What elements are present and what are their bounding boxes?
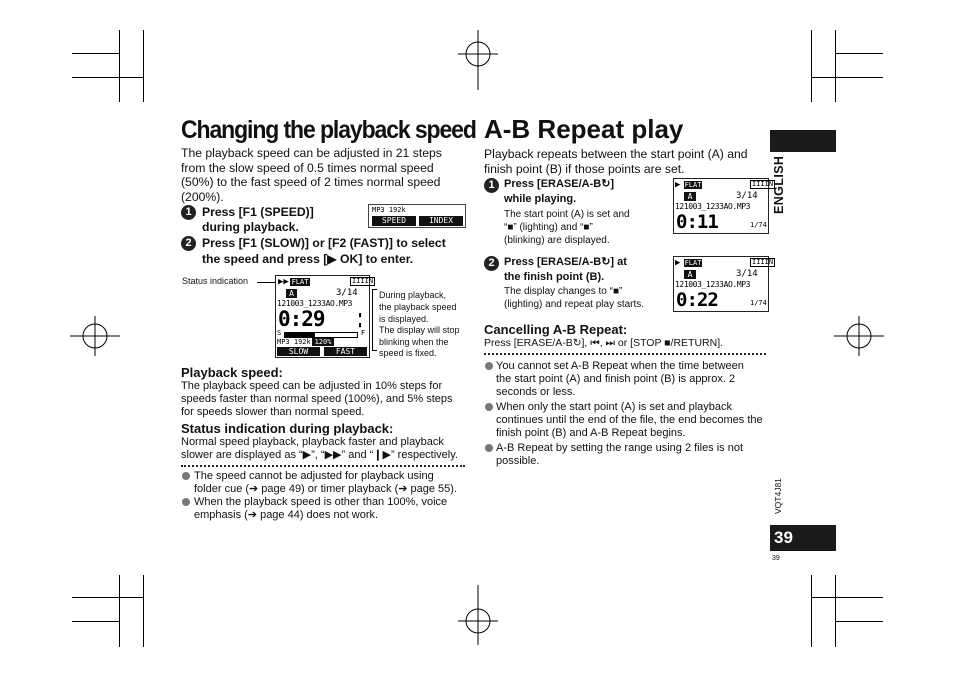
language-tab: [770, 130, 836, 152]
registration-mark-left: [70, 312, 120, 360]
cancel-text: Press [ERASE/A-B↻], ⏮, ⏭ or [STOP ■/RETURN].: [484, 337, 724, 349]
dotted-divider-left: [181, 465, 465, 467]
ab-step1-line2: while playing.: [504, 193, 577, 205]
model-code: VQT4J81: [773, 478, 783, 514]
speed-softkey: SPEED: [372, 216, 416, 226]
leader-line: [257, 282, 276, 283]
status-heading: Status indication during playback:: [181, 421, 394, 436]
step2-line2: the speed and press [▶ OK] to enter.: [202, 252, 414, 266]
battery-icon: IIIIN: [352, 277, 374, 285]
battery-icon: IIIIN: [752, 258, 774, 266]
page-title-ab-repeat: A-B Repeat play: [484, 114, 684, 144]
page-title-playback-speed: Changing the playback speed: [181, 116, 476, 144]
step-number-1: 1: [181, 205, 196, 220]
step2-line1: Press [F1 (SLOW)] or [F2 (FAST)] to select: [202, 236, 446, 250]
elapsed-time: 0:29: [278, 307, 325, 331]
registration-mark-top: [454, 30, 502, 90]
step1-line1: Press [F1 (SPEED)]: [202, 205, 314, 219]
step1-line2: during playback.: [202, 220, 299, 234]
lcd-playback-speed: ▶▶ FLAT IIIIN A 3/14 121003_1233AO.MP3 0:29 ▮ ▮ S F MP3 192k 120% SLOW FAST: [277, 277, 374, 356]
lcd-ab-repeat: ▶ FLAT IIIIN A 3/14 121003_1233AO.MP3 0:22 1/74: [675, 258, 774, 311]
page-number-small: 39: [772, 555, 780, 562]
registration-mark-right: [834, 312, 884, 360]
battery-icon: IIIIN: [752, 180, 774, 188]
index-softkey: INDEX: [419, 216, 463, 226]
lcd-speed-menu: MP3 192k SPEED INDEX: [368, 204, 466, 228]
lcd-ab-start: ▶ FLAT IIIIN A 3/14 121003_1233AO.MP3 0:11 1/74: [675, 180, 774, 233]
speed-value: 120%: [312, 338, 334, 346]
ab-step2-line1: Press [ERASE/A-B↻] at: [504, 256, 627, 268]
slow-softkey: SLOW: [277, 347, 320, 356]
step-number-2: 2: [181, 236, 196, 251]
registration-mark-bottom: [454, 585, 502, 645]
language-label: ENGLISH: [772, 155, 786, 214]
ab-step1-line1: Press [ERASE/A-B↻]: [504, 178, 615, 190]
page-number: 39: [770, 525, 836, 551]
fast-softkey: FAST: [324, 347, 367, 356]
elapsed-time: 0:11: [676, 211, 718, 233]
cancel-heading: Cancelling A-B Repeat:: [484, 322, 628, 337]
playback-speed-heading: Playback speed:: [181, 365, 283, 380]
elapsed-time: 0:22: [676, 289, 718, 311]
ab-step-number-1: 1: [484, 178, 499, 193]
status-indication-label: Status indication: [182, 276, 249, 286]
callout-bracket: [372, 289, 377, 351]
ab-step-number-2: 2: [484, 256, 499, 271]
dotted-divider-right: [484, 353, 766, 355]
ab-step2-line2: the finish point (B).: [504, 271, 605, 283]
